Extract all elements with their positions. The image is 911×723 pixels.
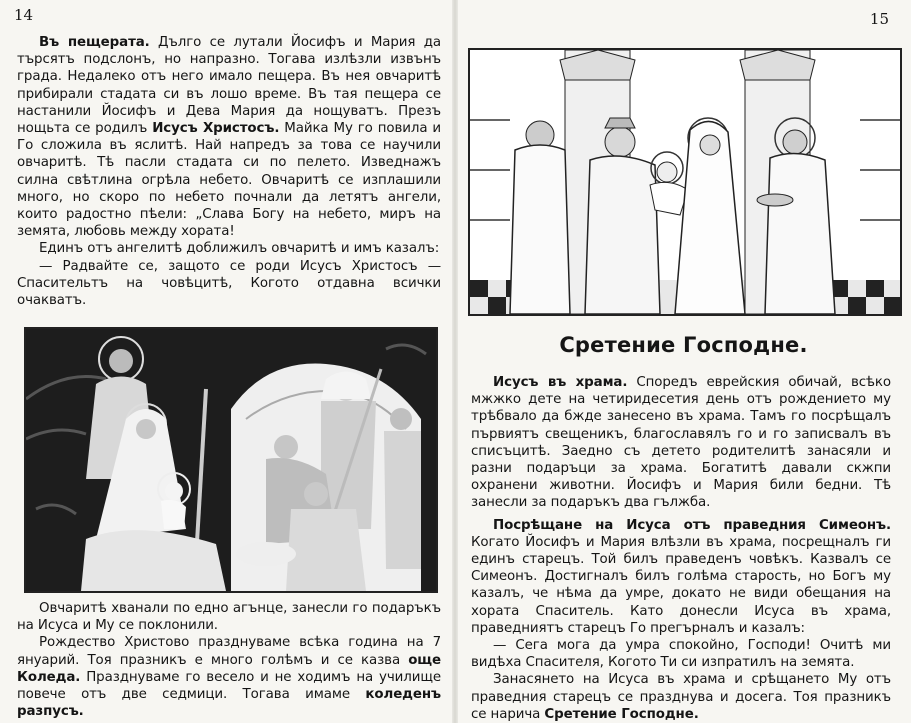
nativity-illustration <box>24 327 438 593</box>
lead-simeon: Посрѣщане на Исуса отъ праведния Симеонъ. <box>493 517 891 533</box>
left-page <box>0 0 455 723</box>
page-number-right: 15 <box>869 10 889 28</box>
paragraph-feast: Занасянето на Исуса въ храма и срѣщането Му отъ праведния старецъ се празднува и досега. Тоя празникъ се нарича Сретение Господне. <box>471 672 891 722</box>
paragraph-cave: Въ пещерата. Дълго се лутали Йосифъ и Мария да търсятъ подслонъ, но напразно. Тогава излѣзли извънъ града. Недалеко отъ него имало пещера. Въ нея овчаритѣ прибирали стадата си въ лошо време. Въ тая пещера се настанили Йосифъ и Дева Мария да нощуватъ. Презъ нощьта се родилъ Исусъ Христосъ. Майка Му го повила и Го сложила въ яслитѣ. Най напредъ за това се научили овчаритѣ. Тѣ пасли стадата си по пелето. Изведнажъ силна свѣтлина огрѣла небето. Овчаритѣ се изплашили много, но скоро по небето почнали да летятъ ангели, които радостно пѣели: „Слава Богу на небето, миръ на земята, любовь между хората! <box>17 35 441 240</box>
paragraph-quote: — Сега мога да умра спокойно, Господи! Очитѣ ми видѣха Спасителя, Когото Ти си изпратилъ на земята. <box>471 638 891 671</box>
paragraph-christmas: Рождество Христово празднуваме всѣка година на 7 януарий. Тоя празникъ е много голѣмъ и се казва още Коледа. Празднуваме го весело и не ходимъ на училище повече отъ две седмици. Тогава имаме коледенъ разпусъ. <box>17 635 441 720</box>
paragraph-rejoice: — Радвайте се, защото се роди Исусъ Христосъ — Спасительтъ на човѣцитѣ, Когото отдавна всички очакватъ. <box>17 258 441 309</box>
left-text-bottom <box>17 600 441 720</box>
section-title: Сретение Господне. <box>559 333 808 357</box>
name-jesus-christ: Исусъ Христосъ. <box>152 121 280 137</box>
lead-temple: Исусъ въ храма. <box>493 375 628 390</box>
paragraph-angel: Единъ отъ ангелитѣ доближилъ овчаритѣ и имъ казалъ: <box>39 241 440 257</box>
right-page <box>456 0 911 723</box>
right-text <box>471 374 891 723</box>
page-number-left: 14 <box>14 6 34 24</box>
paragraph-lamb: Овчаритѣ хванали по едно агънце, занесли го подаръкъ на Исуса и Му се поклонили. <box>17 601 441 634</box>
left-text-top <box>17 34 441 309</box>
paragraph-temple: Исусъ въ храма. Споредъ еврейския обичай, всѣко мжжко дете на четиридесетия день отъ рождението му трѣбвало да бжде занесено въ храма. Тамъ го посрѣщалъ първиятъ свещеникъ, благославялъ го и го записвалъ въ списъцитѣ. Заедно съ детето родителитѣ занасяли и разни подаръци за храма. Богатитѣ давали скжпи охранени животни. Йосифъ и Мария били бедни. Тѣ занесли за подаръкъ два гължба. <box>471 375 892 511</box>
lead-cave: Въ пещерата. <box>39 35 150 50</box>
paragraph-simeon: Посрѣщане на Исуса отъ праведния Симеонъ. Когато Йосифъ и Мария влѣзли въ храма, посрещналъ ги единъ старецъ. Той билъ праведенъ човѣкъ. Казвалъ се Симеонъ. Достигналъ билъ голѣма старость, но Богъ му казалъ, че нѣма да умре, докато не види обещания на хората Спаситель. Като донесли Исуса въ храма, праведниятъ старецъ Го прегърналъ и казалъ: <box>471 517 891 636</box>
presentation-illustration <box>468 48 902 316</box>
